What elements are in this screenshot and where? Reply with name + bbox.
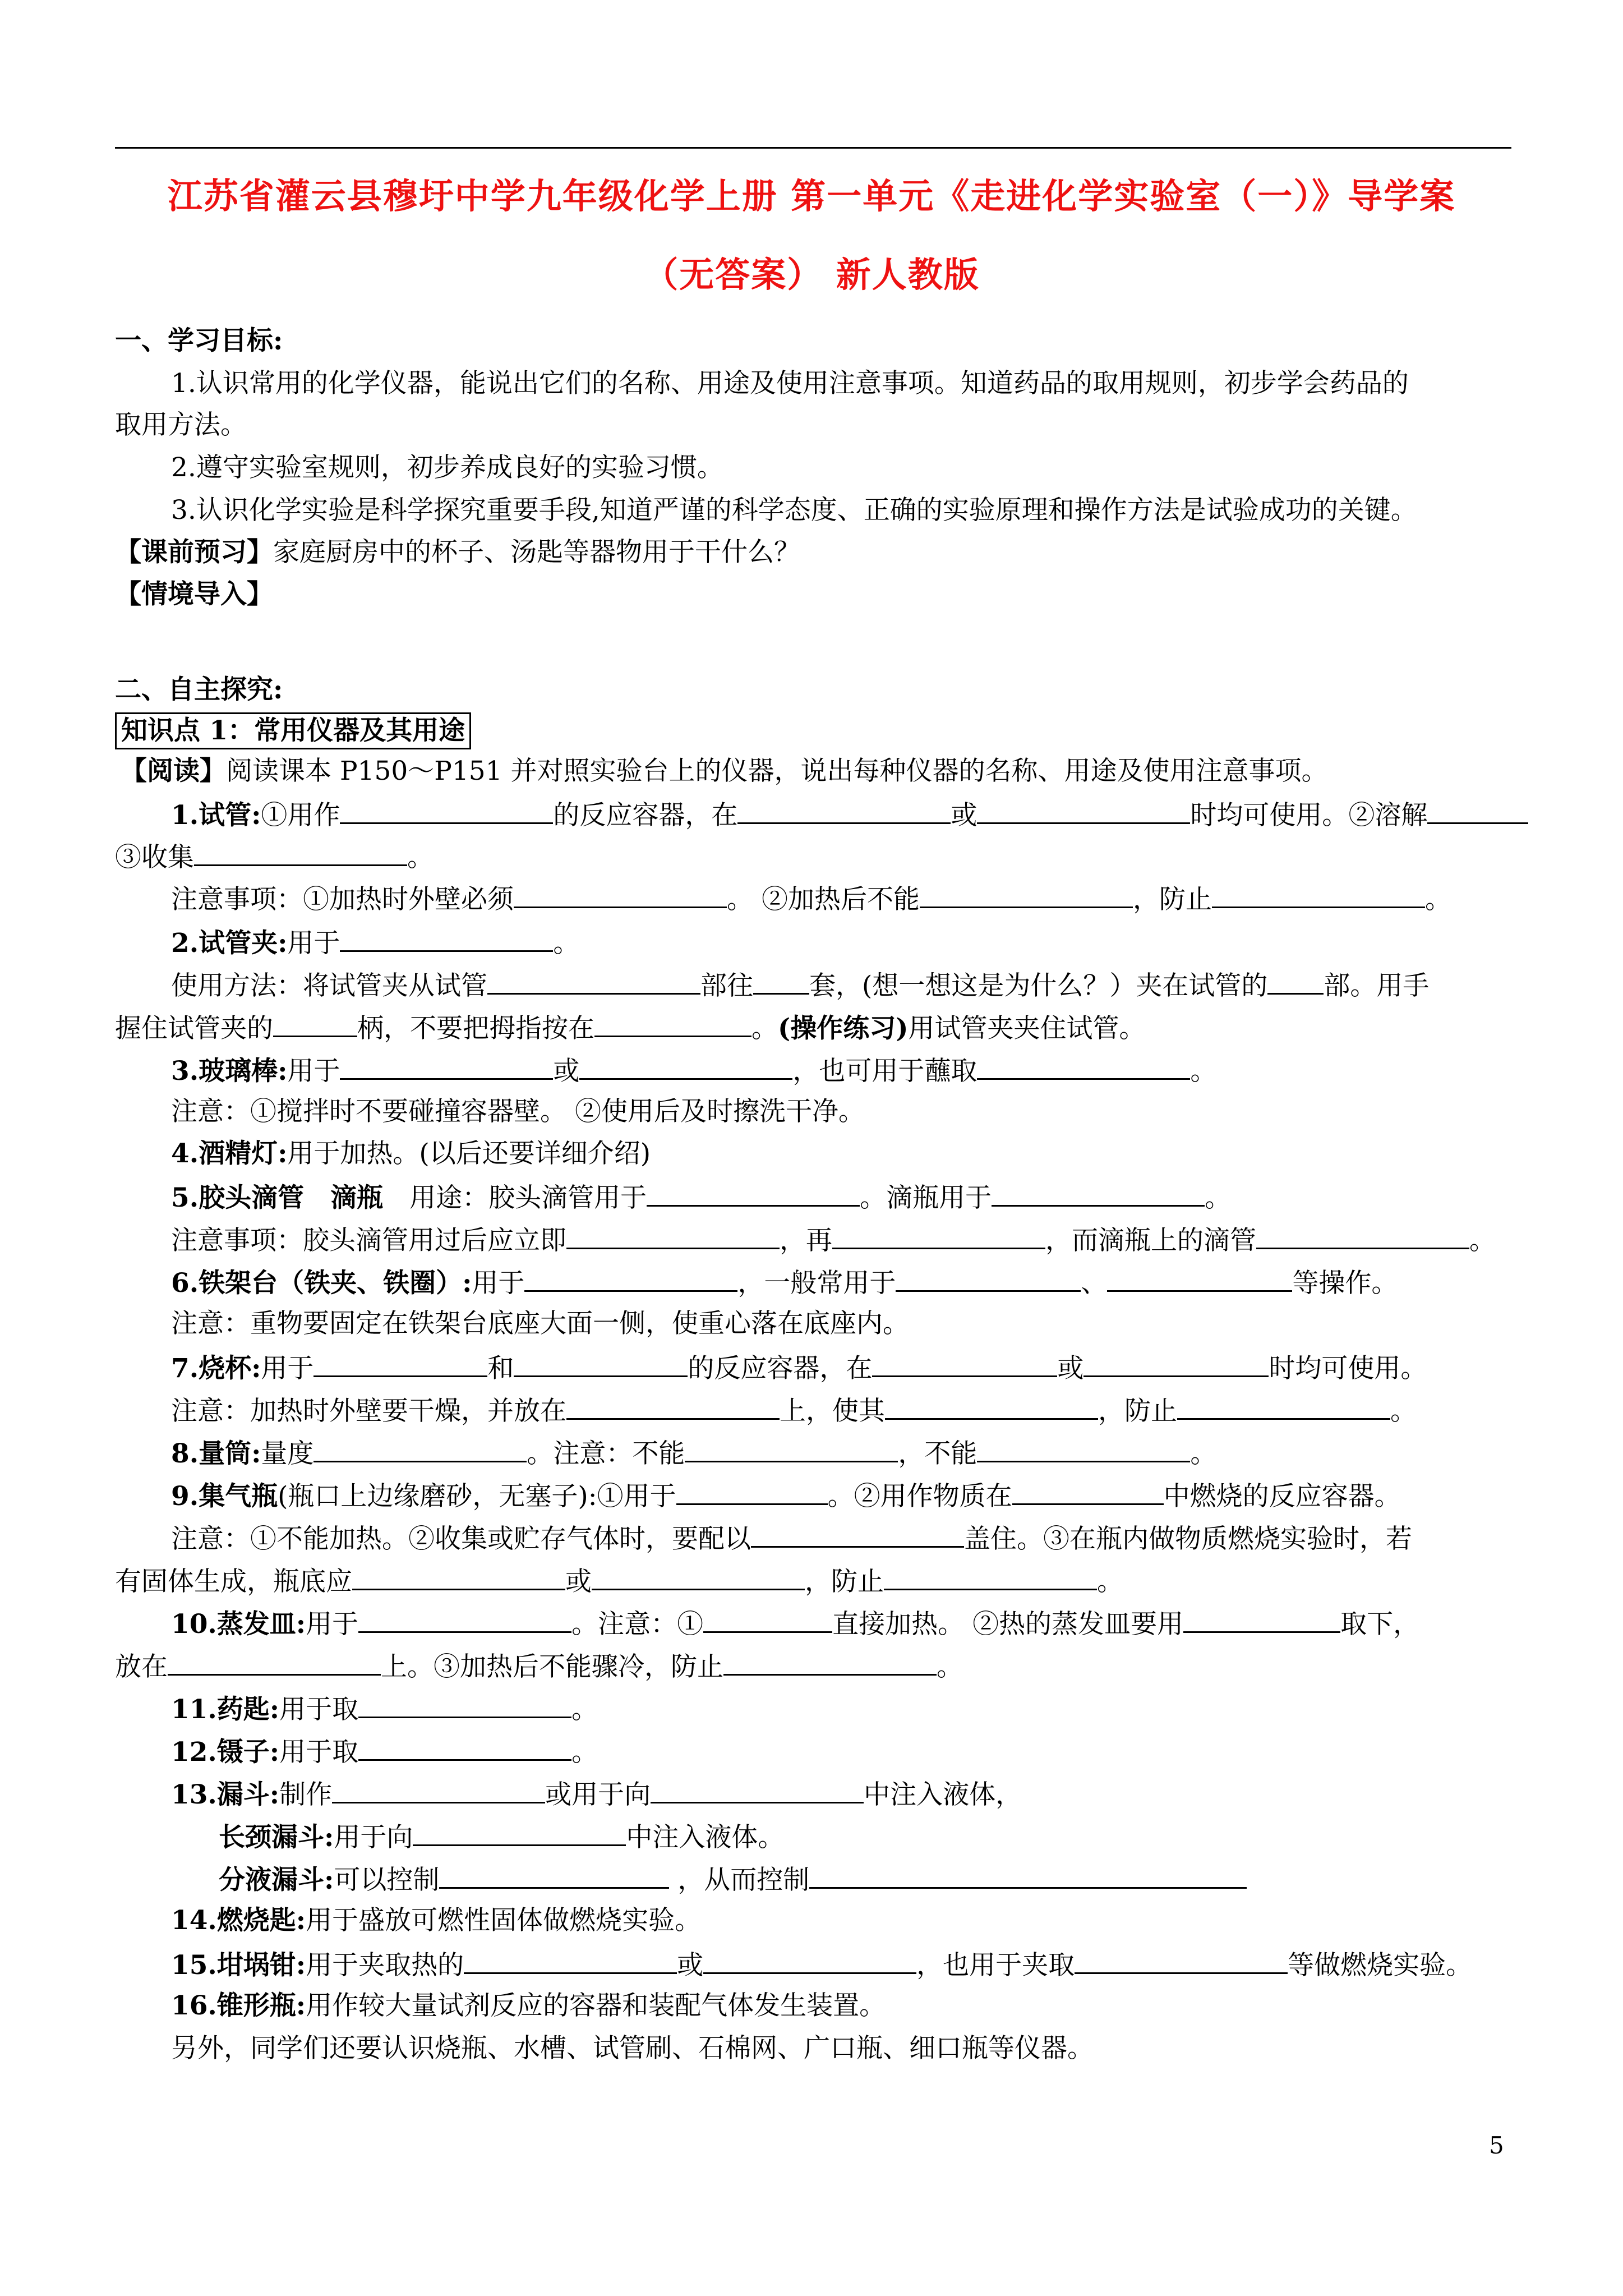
text: 和 [487,1353,514,1384]
item-11-label: 11.药匙: [171,1694,280,1725]
text: 套，(想一想这是为什么？）夹在试管的 [809,970,1268,1001]
text: 部往 [700,970,753,1001]
text: 。注意：① [571,1609,704,1640]
text: 时均可使用。②溶解 [1190,800,1428,831]
item-6-label: 6.铁架台（铁夹、铁圈）: [171,1268,472,1299]
fill-blank[interactable] [737,797,951,824]
page-number: 5 [1489,2132,1504,2159]
text: 用于取 [279,1737,359,1768]
read-text: 阅读课本 P150～P151 并对照实验台上的仪器，说出每种仪器的名称、用途及使用注意事项。 [226,756,1328,786]
text: ，而滴瓶上的滴管 [1045,1225,1256,1256]
text: 。 [407,842,434,873]
text: 用于 [306,1609,359,1640]
item-9-notes-cont [115,1563,1123,1599]
fill-blank[interactable] [413,1819,626,1846]
fill-blank[interactable] [885,1392,1098,1420]
text: ，不能 [898,1438,978,1469]
text: 或 [1057,1353,1084,1384]
item-15 [171,1947,1472,1982]
title-line-1: 江苏省灌云县穆圩中学九年级化学上册 第一单元《走进化学实验室（一）》导学案 [167,176,1456,217]
text: ③收集 [115,842,194,873]
item-8-label: 8.量筒: [171,1438,261,1469]
text: 。 [1190,1056,1217,1087]
section-2-heading: 二、自主探究: [115,674,283,705]
text: 用于 [472,1268,525,1299]
text: 用于加热。(以后还要详细介绍) [287,1138,651,1169]
text: 。滴瓶用于 [860,1182,992,1213]
text: 用于取 [279,1694,359,1725]
fill-blank[interactable] [439,1861,669,1889]
item-14-label: 14.燃烧匙: [171,1905,306,1936]
fill-blank[interactable] [579,1052,792,1080]
intro-label: 【情境导入】 [115,579,273,610]
text: 。 [751,1013,778,1044]
text: 中注入液体， [864,1779,1022,1810]
item-3 [171,1052,1216,1088]
fill-blank[interactable] [594,1010,751,1037]
item-4 [171,1137,651,1171]
text: 用作较大量试剂反应的容器和装配气体发生装置。 [306,1990,886,2021]
text: 盖住。③在瓶内做物质燃烧实验时，若 [964,1524,1412,1554]
fill-blank[interactable] [168,1648,381,1676]
item-13-separatory [219,1861,1247,1897]
text: 或 [677,1950,704,1981]
fill-blank[interactable] [524,1264,737,1292]
goal-1: 1.认识常用的化学仪器，能说出它们的名称、用途及使用注意事项。知道药品的取用规则，初步学会药品的 [171,368,1409,399]
item-11 [171,1691,598,1727]
item-1 [171,797,1528,832]
text: 部。用手 [1324,970,1430,1001]
item-2-usage-cont [115,1010,1145,1046]
text: 注意：①不能加热。②收集或贮存气体时，要配以 [171,1524,751,1554]
text: 中燃烧的反应容器。 [1163,1481,1401,1512]
text: 用试管夹夹住试管。 [908,1013,1146,1044]
fill-blank[interactable] [977,1052,1190,1080]
section-1-heading: 一、学习目标: [115,325,283,356]
fill-blank[interactable] [1427,797,1528,824]
item-5-notes [171,1222,1496,1258]
text: ①用作 [261,800,340,831]
item-12 [171,1733,598,1769]
text: 上，使其 [780,1396,885,1427]
read-label: 【阅读】 [121,756,226,786]
item-12-label: 12.镊子: [171,1737,280,1768]
text: 用途：胶头滴管用于 [409,1182,647,1213]
item-2 [171,924,579,960]
item-16 [171,1989,886,2023]
item-1-cont [115,839,434,875]
fill-blank[interactable] [1083,1350,1269,1377]
text: 中注入液体。 [626,1822,785,1853]
text: (操作练习) [778,1013,909,1044]
fill-blank[interactable] [194,839,407,866]
fill-blank[interactable] [703,1947,916,1974]
item-1-label: 1.试管: [171,800,261,831]
fill-blank[interactable] [872,1350,1057,1377]
text: 。 [1390,1396,1417,1427]
long-neck-funnel-label: 长颈漏斗: [219,1822,334,1853]
text: 时均可使用。 [1269,1353,1427,1384]
preview-text: 家庭厨房中的杯子、汤匙等器物用于干什么？ [273,537,800,568]
text: 握住试管夹的 [115,1013,273,1044]
goal-3: 3.认识化学实验是科学探究重要手段,知道严谨的科学态度、正确的实验原理和操作方法是试验成功的关键。 [171,495,1417,526]
text: 用于向 [334,1822,413,1853]
text: 。 [1424,884,1451,915]
fill-blank[interactable] [592,1563,805,1590]
fill-blank[interactable] [358,1691,571,1718]
fill-blank[interactable] [809,1861,1247,1889]
fill-blank[interactable] [566,1222,780,1249]
goal-2: 2.遵守实验室规则，初步养成良好的实验习惯。 [171,452,723,483]
item-5-label: 5.胶头滴管 滴瓶 [171,1182,384,1213]
fill-blank[interactable] [340,797,553,824]
fill-blank[interactable] [566,1392,780,1420]
item-4-label: 4.酒精灯: [171,1138,288,1169]
fill-blank[interactable] [514,1350,688,1377]
text: 的反应容器，在 [553,800,738,831]
fill-blank[interactable] [1177,1392,1390,1420]
text: 用于 [287,1056,340,1087]
text: ，防止 [1132,884,1212,915]
text: 直接加热。 ②热的蒸发皿要用 [832,1609,1184,1640]
preview-label: 【课前预习】 [115,537,273,568]
text: 注意：加热时外壁要干燥，并放在 [171,1396,566,1427]
text: 。 [1205,1182,1232,1213]
item-10-label: 10.蒸发皿: [171,1609,306,1640]
text: 用于 [261,1353,314,1384]
item-9-notes [171,1520,1412,1556]
text: 或 [553,1056,580,1087]
text: ，也用于夹取 [916,1950,1075,1981]
text: 使用方法：将试管夹从试管 [171,970,487,1001]
fill-blank[interactable] [352,1563,565,1590]
fill-blank[interactable] [647,1179,860,1207]
text: 的反应容器，在 [688,1353,873,1384]
item-10 [171,1605,1419,1641]
fill-blank[interactable] [313,1435,527,1462]
fill-blank[interactable] [751,1520,964,1548]
knowledge-point-1 [115,712,471,749]
item-9-label: 9.集气瓶 [171,1481,278,1512]
text: (瓶口上边缘磨砂，无塞子):①用于 [278,1481,676,1512]
fill-blank[interactable] [992,1179,1205,1207]
fill-blank[interactable] [313,1350,487,1377]
text: 放在 [115,1651,168,1682]
text: 上。③加热后不能骤冷，防止 [381,1651,723,1682]
text: ，防止 [805,1566,884,1597]
text: 。 [937,1651,963,1682]
fill-blank[interactable] [1107,1264,1292,1292]
fill-blank[interactable] [977,797,1190,824]
fill-blank[interactable] [340,924,553,952]
text: 。 [1469,1225,1496,1256]
text: 用于夹取热的 [306,1950,464,1981]
knowledge-point-1-box: 知识点 1：常用仪器及其用途 [115,712,471,749]
separatory-funnel-label: 分液漏斗: [219,1865,334,1895]
text: ，再 [780,1225,832,1256]
item-16-label: 16.锥形瓶: [171,1990,306,2021]
read-line [121,754,1328,788]
fill-blank[interactable] [676,1478,828,1505]
text: ，也可用于蘸取 [792,1056,978,1087]
fill-blank[interactable] [1075,1947,1288,1974]
text: 。 [571,1737,598,1768]
item-13 [171,1776,1022,1812]
fill-blank[interactable] [896,1264,1081,1292]
fill-blank[interactable] [832,1222,1045,1249]
other-instruments: 另外，同学们还要认识烧瓶、水槽、试管刷、石棉网、广口瓶、细口瓶等仪器。 [171,2033,1094,2064]
text: 。 [1097,1566,1123,1597]
text: 或 [565,1566,592,1597]
text: 或用于向 [545,1779,651,1810]
text: 可以控制 [334,1865,440,1895]
fill-blank[interactable] [332,1776,545,1803]
item-7-label: 7.烧杯: [171,1353,261,1384]
text: 。 [553,928,580,959]
text: 取下， [1340,1609,1420,1640]
preview-line [115,536,800,569]
item-2-usage [171,967,1429,1003]
item-15-label: 15.坩埚钳: [171,1950,306,1981]
fill-blank[interactable] [685,1435,898,1462]
item-5 [171,1179,1231,1215]
fill-blank[interactable] [723,1648,937,1676]
fill-blank[interactable] [651,1776,864,1803]
text: 柄，不要把拇指按在 [357,1013,594,1044]
text: 。注意：不能 [527,1438,685,1469]
item-2-label: 2.试管夹: [171,928,288,959]
fill-blank[interactable] [358,1605,571,1633]
text: ，一般常用于 [737,1268,896,1299]
fill-blank[interactable] [273,1010,357,1037]
title-line-2: （无答案） 新人教版 [643,254,980,295]
goal-1-cont: 取用方法。 [115,409,247,440]
fill-blank[interactable] [753,967,809,995]
fill-blank[interactable] [884,1563,1097,1590]
item-7-notes [171,1392,1417,1428]
fill-blank[interactable] [464,1947,677,1974]
item-6 [171,1264,1398,1300]
text: 制作 [279,1779,333,1810]
fill-blank[interactable] [358,1733,571,1761]
fill-blank[interactable] [1183,1605,1340,1633]
fill-blank[interactable] [920,881,1133,908]
text: ，防止 [1098,1396,1177,1427]
text: 。 [571,1694,598,1725]
text: 用于盛放可燃性固体做燃烧实验。 [306,1905,702,1936]
item-3-label: 3.玻璃棒: [171,1056,288,1087]
item-13-label: 13.漏斗: [171,1779,280,1810]
item-14 [171,1904,701,1938]
text: 等做燃烧实验。 [1288,1950,1473,1981]
item-9 [171,1478,1401,1513]
fill-blank[interactable] [340,1052,553,1080]
fill-blank[interactable] [977,1435,1190,1462]
text: 注意事项：①加热时外壁必须 [171,884,514,915]
fill-blank[interactable] [703,1605,832,1633]
fill-blank[interactable] [1212,881,1425,908]
fill-blank[interactable] [1267,967,1324,995]
text: 有固体生成，瓶底应 [115,1566,352,1597]
text: 。 [1190,1438,1217,1469]
item-13-long-neck [219,1819,784,1855]
text: ，从而控制 [677,1865,810,1895]
header-rule [115,147,1511,149]
item-7 [171,1350,1427,1386]
text: 用于 [287,928,340,959]
fill-blank[interactable] [1256,1222,1469,1249]
text: 等操作。 [1292,1268,1398,1299]
text: 注意事项：胶头滴管用过后应立即 [171,1225,566,1256]
fill-blank[interactable] [1012,1478,1164,1505]
fill-blank[interactable] [487,967,700,995]
text: 或 [951,800,978,831]
item-10-cont [115,1648,963,1684]
item-1-notes [171,881,1451,917]
item-8 [171,1435,1216,1471]
text: 。 ②加热后不能 [727,884,920,915]
item-6-notes: 注意：重物要固定在铁架台底座大面一侧，使重心落在底座内。 [171,1308,909,1339]
fill-blank[interactable] [514,881,727,908]
text: 量度 [261,1438,314,1469]
item-3-notes: 注意：①搅拌时不要碰撞容器壁。 ②使用后及时擦洗干净。 [171,1096,865,1127]
text: 、 [1081,1268,1108,1299]
text: 。②用作物质在 [827,1481,1012,1512]
